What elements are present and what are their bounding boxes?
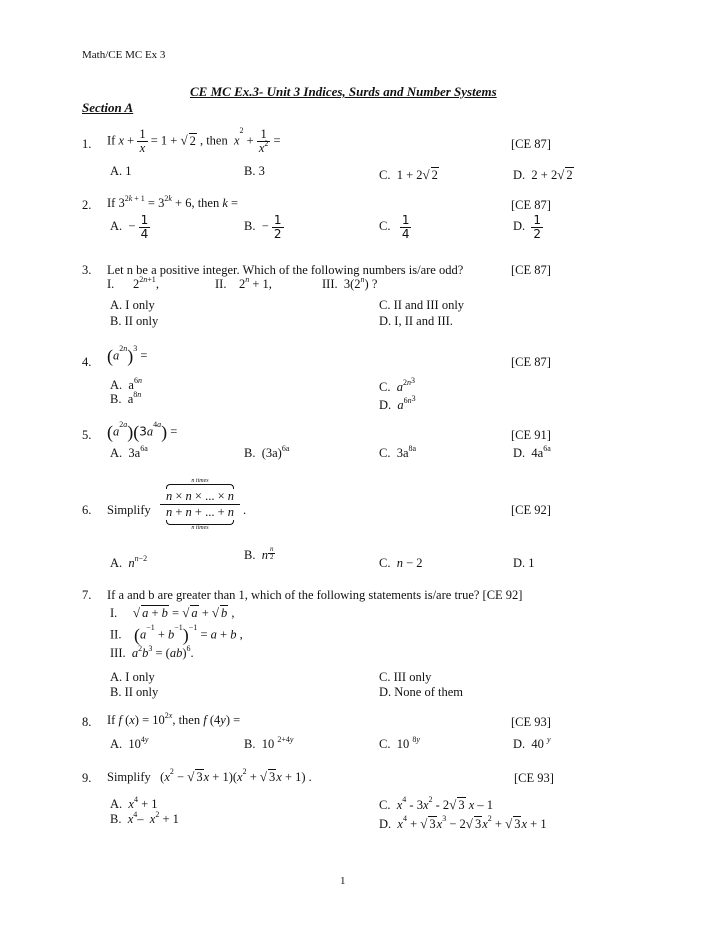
option-d: D. I, II and III. xyxy=(379,314,453,328)
page-number: 1 xyxy=(340,875,346,887)
option-c: C. $a^{2n^3}$ xyxy=(379,376,415,394)
numerator: n × n × ... × n xyxy=(160,489,240,505)
option-a: A. − $\frac{1}{4}$ xyxy=(110,213,149,241)
option-a: A. $n^{n-2}$ xyxy=(110,554,148,570)
question-source: [CE 92] xyxy=(511,503,551,517)
question-source: [CE 87] xyxy=(511,263,551,277)
document-title: CE MC Ex.3- Unit 3 Indices, Surds and Number Systems xyxy=(190,84,497,99)
option-a: A. I only xyxy=(110,298,155,312)
statement-i: I. $2^{2n+1}$, xyxy=(107,275,159,291)
option-c: C. III only xyxy=(379,670,432,684)
question-source: [CE 93] xyxy=(511,715,551,729)
question-source: [CE 87] xyxy=(511,355,551,369)
statement-ii: II. $(a^{-1} + b^{-1})^{-1} = a + b$ , xyxy=(110,623,243,645)
option-b: B. n $^{\frac{n}{2}}$ xyxy=(244,545,274,562)
statement-iii: III. $a^2b^3 = (ab)^6$. xyxy=(110,644,194,660)
question-number: 7. xyxy=(82,588,92,602)
option-b: B. II only xyxy=(110,685,159,699)
question-source: [CE 91] xyxy=(511,428,551,442)
question-source: [CE 87] xyxy=(511,198,551,212)
option-b: B. II only xyxy=(110,314,159,328)
option-b: B. − $\frac{1}{2}$ xyxy=(244,213,282,241)
denominator: n + n + ... + n xyxy=(165,505,235,519)
statement-i: I. √ a + b = √ a + √ b , xyxy=(110,605,235,620)
option-a: A. $3a^{6a}$ xyxy=(110,444,148,460)
question-number: 1. xyxy=(82,137,92,151)
option-d: D. $4a^{6a}$ xyxy=(513,444,551,460)
option-b: B. 10 $^{2+4y}$ xyxy=(244,735,294,751)
question-stem: Simplify ($x^2$ − √ $3x + 1)(x^2$ + √ 3x + 1) . xyxy=(107,767,312,784)
option-d: D. 1 xyxy=(513,556,535,570)
brace-label: n times xyxy=(191,525,209,531)
option-c: C. II and III only xyxy=(379,298,465,312)
question-stem: $(a^{2n})^3$ = xyxy=(107,344,148,366)
page-header: Math/CE MC Ex 3 xyxy=(82,49,166,61)
option-c: C. $\frac{1}{4}$ xyxy=(379,213,410,241)
question-number: 2. xyxy=(82,198,92,212)
option-a: A. I only xyxy=(110,670,155,684)
statement-ii: II. $2^n + 1$, xyxy=(215,275,272,291)
option-d: D. None of them xyxy=(379,685,464,699)
question-stem: If a and b are greater than 1, which of the following statements is/are true? [CE 92] xyxy=(107,588,523,602)
question-stem: If x + $\frac{1}{x}$ = 1 + √ 2 , then $x^2$ + $\frac{1}{x^2}$ = xyxy=(107,126,281,156)
option-d: D. $a^{6n^3}$ xyxy=(379,394,416,412)
option-d: D. $x^4$ + √ $3x^3 - 2√$ $3x^2$ + √ 3x + 1 xyxy=(379,814,547,831)
option-c: C. $x^4 - 3x^2 - 2√$ 3 x – 1 xyxy=(379,795,494,812)
question-stem: If $3^{2k + 1} = 3^{2k} + 6$, then k = xyxy=(107,194,239,210)
question-number: 4. xyxy=(82,355,92,369)
option-d: D. 2 + 2√ 2 xyxy=(513,167,573,182)
option-c: C. n − 2 xyxy=(379,556,423,570)
fraction xyxy=(160,478,240,531)
option-a: A. 1 xyxy=(110,164,132,178)
option-b: B. $(3a)^{6a}$ xyxy=(244,444,290,460)
question-number: 3. xyxy=(82,263,92,277)
question-stem: $(a^{2a})(3a^{4a})$ = xyxy=(107,420,178,442)
option-c: C. 1 + 2√ 2 xyxy=(379,167,438,182)
option-a: A. $a^{6n}$ xyxy=(110,376,142,392)
option-b: B. $x^4-$ $x^2 + 1$ xyxy=(110,810,179,826)
option-b: B. 3 xyxy=(244,164,265,178)
question-source: [CE 93] xyxy=(514,771,554,785)
option-c: C. $3a^{8a}$ xyxy=(379,444,417,460)
brace-label: n times xyxy=(191,478,209,484)
question-stem: Let n be a positive integer. Which of the following numbers is/are odd? xyxy=(107,263,464,277)
option-c: C. 10 $^{8y}$ xyxy=(379,735,420,751)
option-a: A. $10^{4y}$ xyxy=(110,735,149,751)
option-b: B. $a^{8n}$ xyxy=(110,390,142,406)
question-source: [CE 87] xyxy=(511,137,551,151)
option-a: A. $x^4 + 1$ xyxy=(110,795,158,811)
section-heading: Section A xyxy=(82,100,134,115)
question-number: 9. xyxy=(82,771,92,785)
question-stem: If f $(x) = 10^{2x}$, then f (4y) = xyxy=(107,711,241,727)
question-number: 6. xyxy=(82,503,92,517)
question-stem: Simplify xyxy=(107,503,151,517)
statement-iii: III. 3(2$^n$) ? xyxy=(322,275,378,291)
option-d: D. 40 $^y$ xyxy=(513,735,551,751)
question-number: 8. xyxy=(82,715,92,729)
option-d: D. $\frac{1}{2}$ xyxy=(513,213,542,241)
question-number: 5. xyxy=(82,428,92,442)
